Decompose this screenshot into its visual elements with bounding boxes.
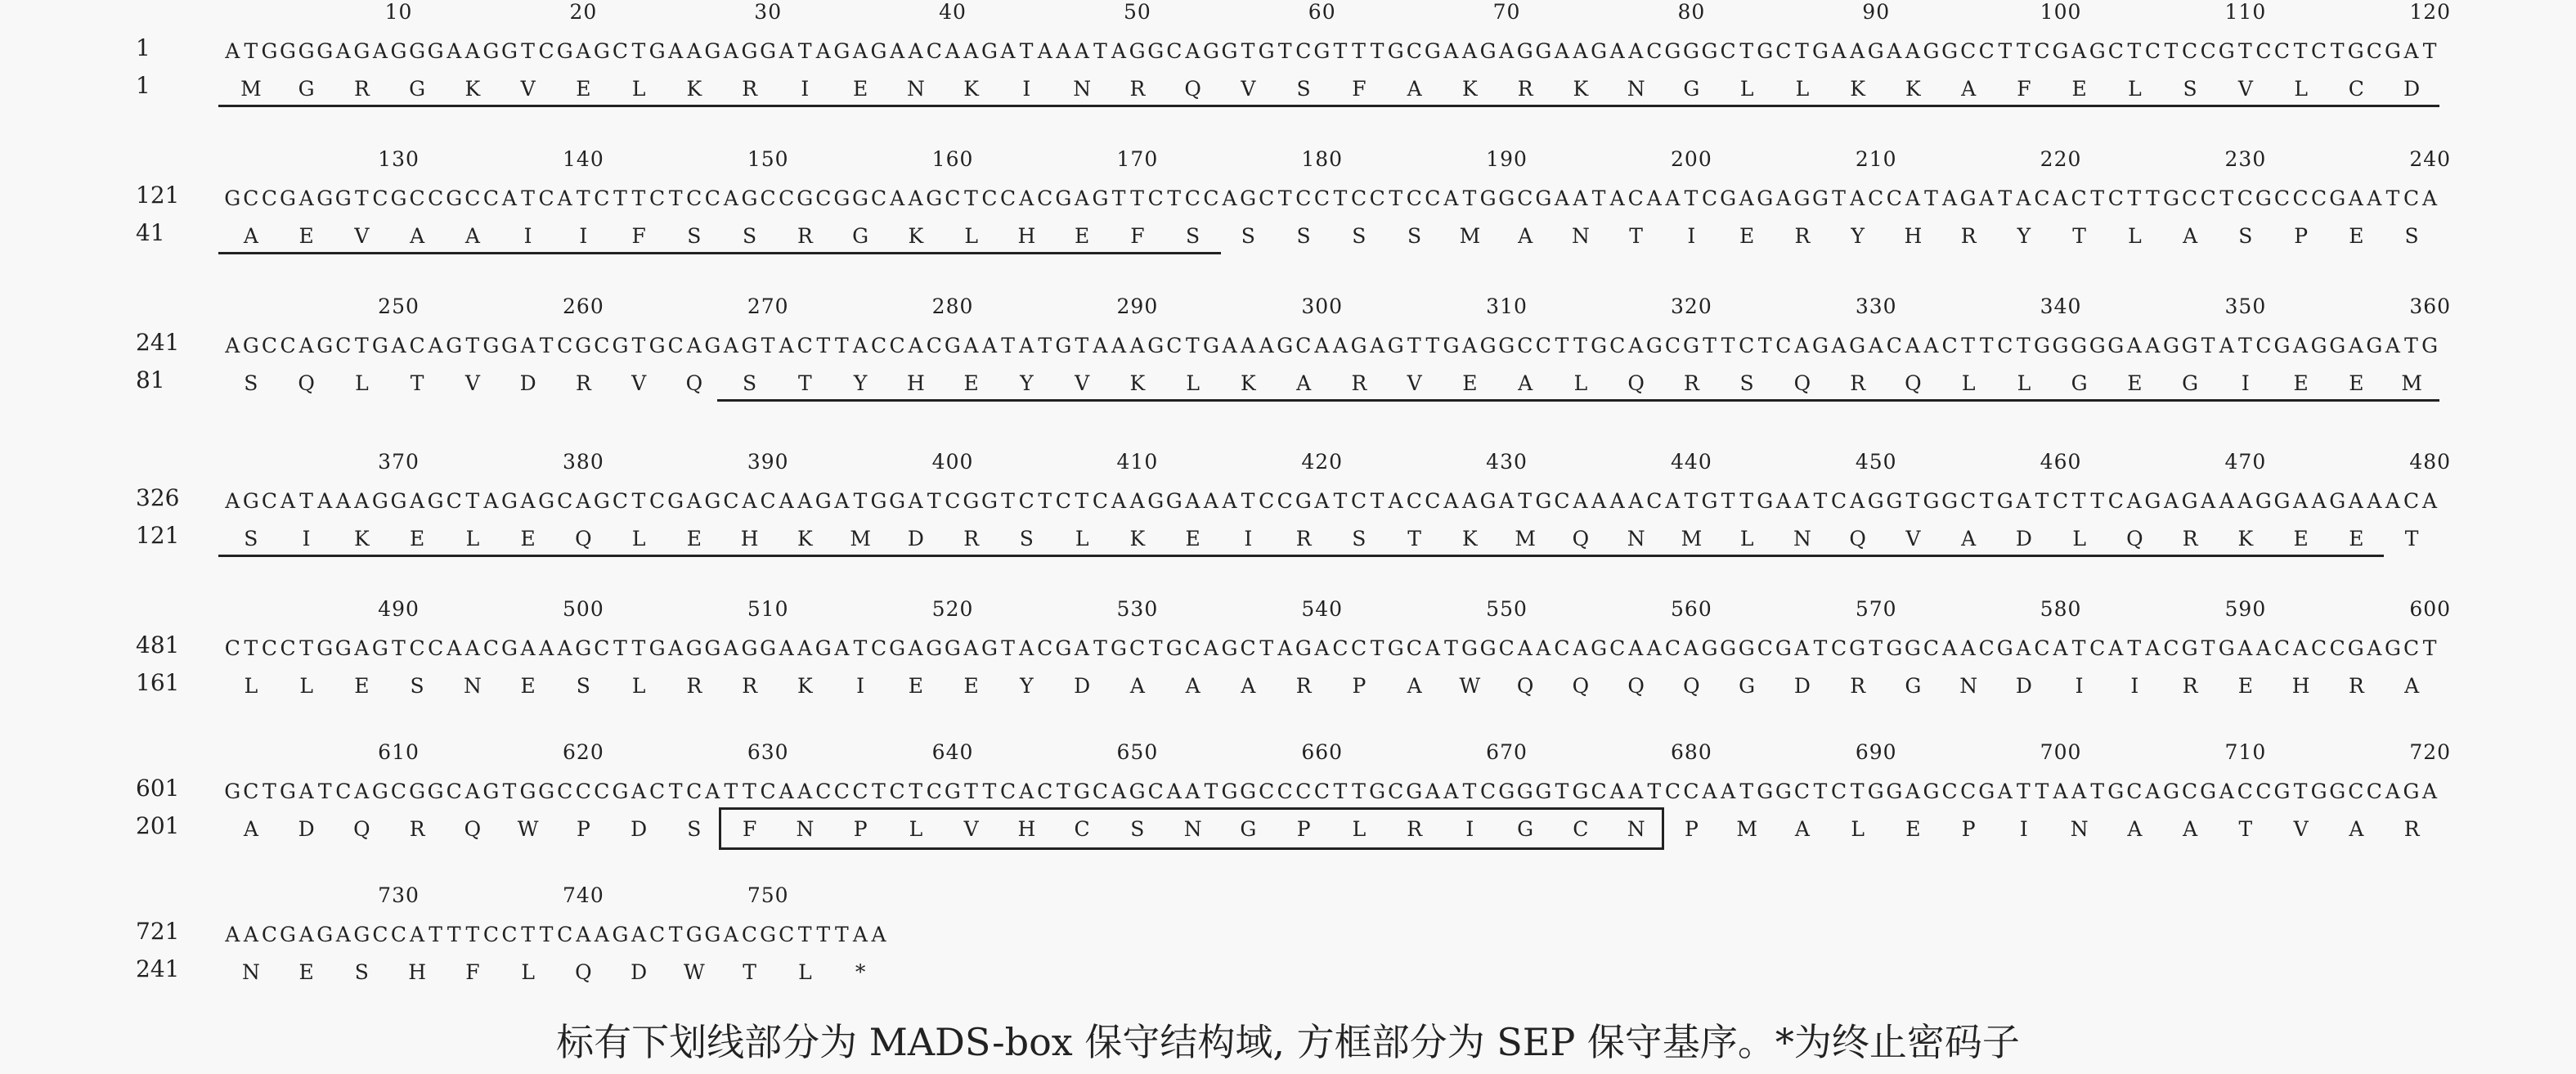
tick-label: 230 [2224, 147, 2267, 171]
tick-label: 200 [1671, 147, 1712, 171]
amino-acid-sequence: L L E S N E S L R R K I E E Y D A A A R P A W Q Q Q Q G D R G N D I I R E H R A [244, 673, 2420, 698]
nucleotide-sequence: A G C A T A A A G G A G C T A G A G C A G C T C G A G C A C A A G A T G G A T C G G T C T C T C A A G G A A A T C C G A T C T A C C A A G A T G C A A A A C A T G T T G A A T C A G G T G G C T G A T C T T C A G A G A A A G G A A G A A A C A [225, 488, 2438, 513]
tick-label: 30 [754, 0, 783, 24]
tick-label: 500 [563, 597, 604, 621]
tick-label: 120 [2409, 0, 2452, 24]
tick-label: 510 [747, 597, 789, 621]
tick-label: 590 [2224, 597, 2267, 621]
tick-label: 330 [1855, 294, 1897, 318]
tick-label: 10 [384, 0, 413, 24]
tick-label: 550 [1486, 597, 1528, 621]
tick-label: 690 [1855, 740, 1897, 764]
tick-label: 150 [747, 147, 789, 171]
nucleotide-sequence: G C C G A G G T C G C C G C C A T C A T C T T C T C C A G C C G C G G C A A G C T C C A C G A G T T C T C C A G C T C C T C C T C C A T G G C G A A T A C A A T C G A G A G G T A C C A T A G A T A C A C T C T T G C C T C G C C C G A A T C A [224, 186, 2438, 210]
protein-start-number: 121 [136, 522, 180, 549]
sequence-block [0, 147, 2576, 270]
nucleotide-start-number: 241 [136, 329, 180, 356]
tick-row [0, 740, 2576, 773]
tick-label: 280 [931, 294, 974, 318]
tick-label: 520 [931, 597, 974, 621]
nucleotide-sequence: A A C G A G A G C C A T T T C C T T C A A G A C T G G A C G C T T T A A [225, 922, 886, 946]
tick-label: 360 [2409, 294, 2452, 318]
tick-label: 740 [563, 883, 604, 907]
tick-label: 110 [2224, 0, 2267, 24]
nucleotide-sequence: A T G G G G A G A G G G A A G G T C G A G C T G A A G A G G A T A G A G A A C A A G A T A A A T A G G C A G G T G T C G T T T G C G A A G A G G A A G A A C G G G C T G C T G A A G A A G G C C T T C G A G C T C T C C G T C C T C T G C G A T [225, 38, 2437, 63]
tick-label: 400 [931, 450, 974, 474]
tick-row [0, 294, 2576, 327]
tick-label: 640 [931, 740, 974, 764]
tick-label: 260 [563, 294, 604, 318]
nucleotide-sequence: C T C C T G G A G T C C A A C G A A A G C T T G A G G A G G A A G A T C G A G G A G T A C G A T G C T G C A G C T A G A C C T G C A T G G C A A C A G C A A C A G G G C G A T C G T G G C A A C G A C A T C A T A C G T G A A C A C C G A G C T [224, 636, 2437, 660]
amino-acid-sequence: M G R G K V E L K R I E N K I N R Q V S F A K R K N G L L K K A F E L S V L C D [240, 76, 2421, 101]
sequence-block [0, 0, 2576, 123]
tick-label: 180 [1301, 147, 1344, 171]
nucleotide-start-number: 121 [136, 182, 180, 209]
tick-label: 80 [1677, 0, 1706, 24]
mads-box-underline [218, 555, 2384, 557]
tick-label: 190 [1486, 147, 1528, 171]
tick-label: 470 [2224, 450, 2267, 474]
tick-label: 420 [1301, 450, 1344, 474]
sequence-block [0, 740, 2576, 863]
tick-label: 530 [1116, 597, 1159, 621]
tick-label: 290 [1116, 294, 1159, 318]
protein-start-number: 161 [136, 669, 180, 696]
tick-label: 370 [378, 450, 420, 474]
tick-label: 650 [1116, 740, 1159, 764]
protein-start-number: 241 [136, 955, 180, 982]
sequence-block [0, 883, 2576, 1006]
tick-label: 560 [1671, 597, 1712, 621]
amino-acid-sequence: N E S H F L Q D W T L * [241, 959, 866, 984]
tick-label: 680 [1671, 740, 1712, 764]
tick-label: 670 [1486, 740, 1528, 764]
nucleotide-start-number: 326 [136, 484, 180, 511]
tick-label: 430 [1486, 450, 1528, 474]
tick-label: 710 [2224, 740, 2267, 764]
nucleotide-start-number: 481 [136, 631, 180, 658]
tick-row [0, 147, 2576, 180]
protein-start-number: 81 [136, 366, 165, 393]
nucleotide-sequence: G C T G A T C A G C G G C A G T G G C C C G A C T C A T T C A A C C C T C T C G T T C A C T G C A G C A A T G G C C C C T T G C G A A T C G G G T G C A A T C C A A T G G C T C T G G A G C C G A T T A A T G C A G C G A C C G T G G C C A G A [224, 779, 2438, 803]
tick-label: 70 [1492, 0, 1521, 24]
tick-label: 580 [2040, 597, 2082, 621]
amino-acid-sequence: A D Q R Q W P D S F N P L V H C S N G P L R I G C N P M A L E P I N A A T V A R [243, 816, 2420, 841]
nucleotide-start-number: 601 [136, 775, 180, 802]
mads-box-underline [218, 252, 1221, 254]
tick-label: 730 [378, 883, 420, 907]
amino-acid-sequence: S Q L T V D R V Q S T Y H E Y V K L K A R V E A L Q R S Q R Q L L G E G I E E M [244, 371, 2422, 395]
tick-label: 50 [1123, 0, 1151, 24]
tick-label: 220 [2040, 147, 2082, 171]
tick-label: 380 [563, 450, 604, 474]
tick-label: 140 [563, 147, 604, 171]
protein-start-number: 41 [136, 219, 165, 246]
protein-start-number: 1 [136, 72, 150, 99]
sequence-block [0, 597, 2576, 720]
tick-label: 390 [747, 450, 789, 474]
tick-label: 660 [1301, 740, 1344, 764]
tick-label: 300 [1301, 294, 1344, 318]
tick-label: 240 [2409, 147, 2452, 171]
mads-box-underline [218, 105, 2439, 107]
nucleotide-start-number: 721 [136, 918, 180, 945]
tick-label: 570 [1855, 597, 1897, 621]
tick-row [0, 450, 2576, 483]
amino-acid-sequence: A E V A A I I F S S R G K L H E F S S S S S M A N T I E R Y H R Y T L A S P E S [243, 223, 2419, 248]
tick-row [0, 0, 2576, 33]
tick-label: 440 [1671, 450, 1712, 474]
figure-caption: 标有下划线部分为 MADS-box 保守结构域, 方框部分为 SEP 保守基序。*为终止密码子 [556, 1020, 2020, 1064]
sep-motif-box [719, 807, 1664, 850]
protein-start-number: 201 [136, 812, 180, 839]
tick-label: 60 [1308, 0, 1336, 24]
tick-label: 700 [2040, 740, 2082, 764]
tick-label: 210 [1855, 147, 1897, 171]
tick-row [0, 883, 2576, 916]
tick-label: 90 [1862, 0, 1891, 24]
amino-acid-sequence: S I K E L E Q L E H K M D R S L K E I R S T K M Q N M L N Q V A D L Q R K E E T [244, 526, 2419, 550]
tick-label: 610 [378, 740, 420, 764]
tick-label: 340 [2040, 294, 2082, 318]
tick-label: 480 [2409, 450, 2452, 474]
tick-label: 100 [2040, 0, 2082, 24]
tick-label: 720 [2409, 740, 2452, 764]
sequence-block [0, 450, 2576, 573]
tick-label: 750 [747, 883, 789, 907]
tick-label: 160 [931, 147, 974, 171]
tick-label: 410 [1116, 450, 1159, 474]
tick-label: 320 [1671, 294, 1712, 318]
tick-label: 40 [939, 0, 967, 24]
tick-label: 270 [747, 294, 789, 318]
nucleotide-start-number: 1 [136, 34, 150, 61]
tick-label: 130 [378, 147, 420, 171]
tick-label: 170 [1116, 147, 1159, 171]
tick-label: 460 [2040, 450, 2082, 474]
tick-label: 450 [1855, 450, 1897, 474]
tick-label: 600 [2409, 597, 2452, 621]
tick-label: 250 [378, 294, 420, 318]
tick-label: 630 [747, 740, 789, 764]
tick-label: 490 [378, 597, 420, 621]
mads-box-underline [717, 399, 2439, 402]
tick-label: 620 [563, 740, 604, 764]
sequence-block [0, 294, 2576, 417]
nucleotide-sequence: A G C C A G C T G A C A G T G G A T C G C G T G C A G A G T A C T T A C C A C G A A T A T G T A A A G C T G A A A G C A A G A G T T G A G G C C T T G C A G C G T T C T C A G A G A C A A C T T C T G G G G G A A G G T A T C G A G G A G A T G [225, 333, 2439, 357]
tick-label: 540 [1301, 597, 1344, 621]
tick-label: 310 [1486, 294, 1528, 318]
tick-row [0, 597, 2576, 630]
tick-label: 350 [2224, 294, 2267, 318]
tick-label: 20 [569, 0, 598, 24]
